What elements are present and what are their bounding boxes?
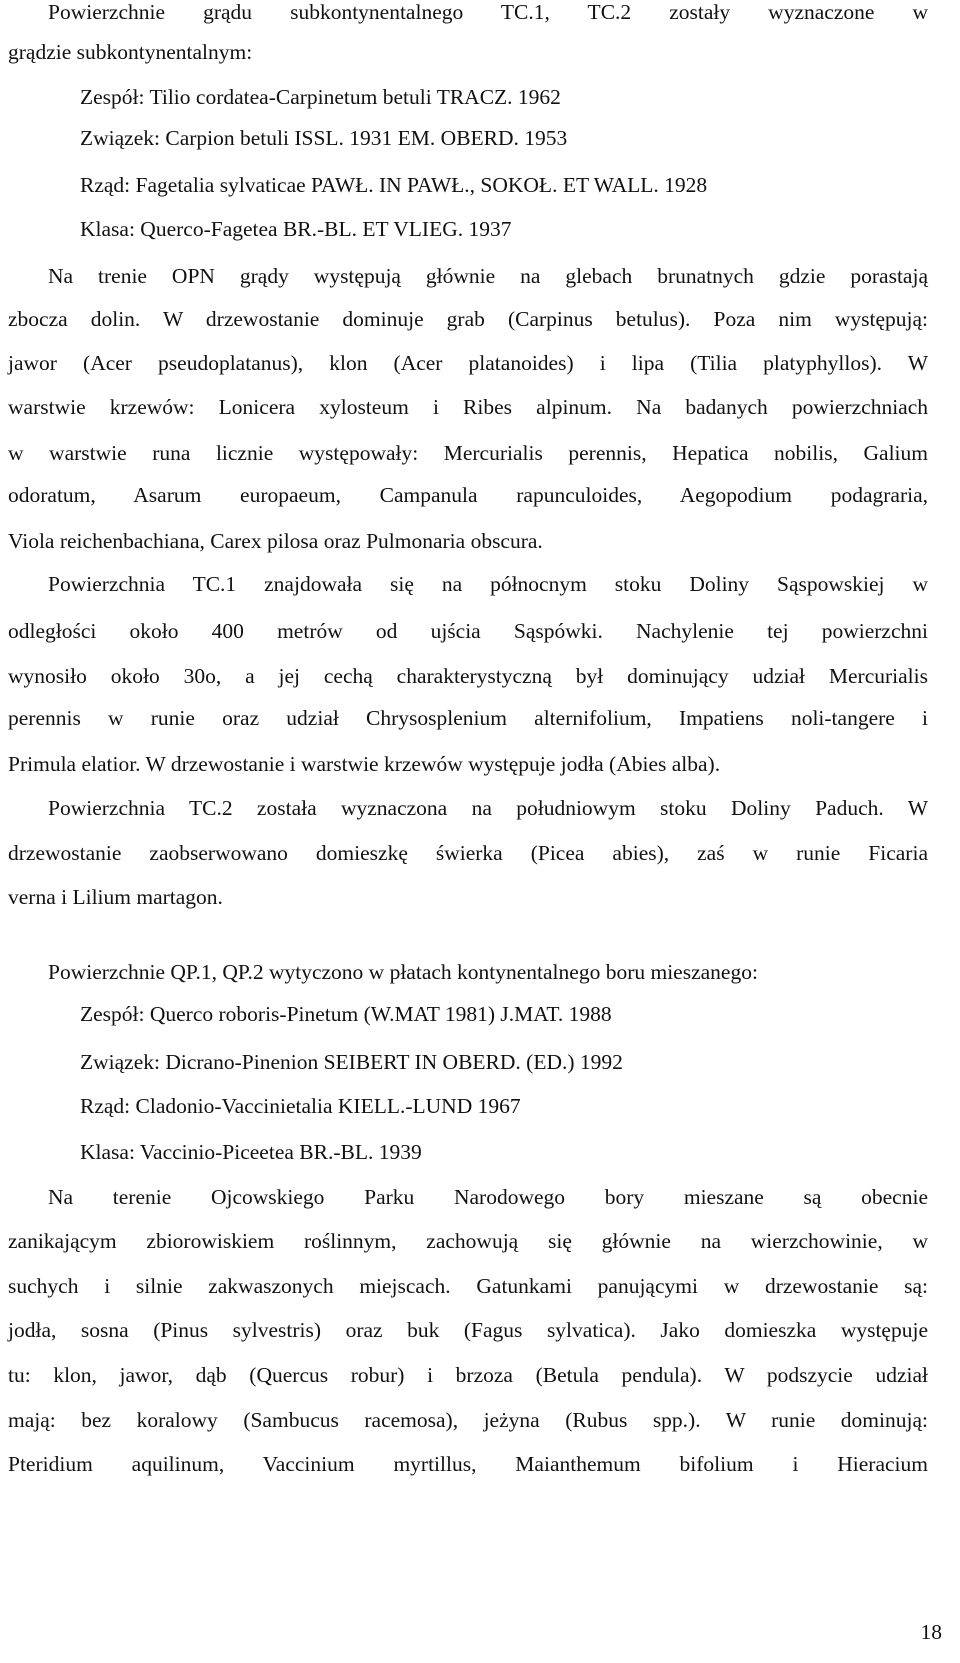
- text-line: Rząd: Cladonio-Vaccinietalia KIELL.-LUND 1967: [80, 1094, 521, 1118]
- text-line: Związek: Carpion betuli ISSL. 1931 EM. OBERD. 1953: [80, 126, 568, 150]
- text-line: Na terenie Ojcowskiego Parku Narodowego bory mieszane są obecnie: [48, 1185, 928, 1209]
- text-line: drzewostanie zaobserwowano domieszkę świerka (Picea abies), zaś w runie Ficaria: [8, 841, 928, 865]
- page-number: 18: [920, 1620, 942, 1644]
- text-line: Zespół: Querco roboris-Pinetum (W.MAT 1981) J.MAT. 1988: [80, 1002, 612, 1026]
- text-line: Związek: Dicrano-Pinenion SEIBERT IN OBERD. (ED.) 1992: [80, 1050, 623, 1074]
- text-line: verna i Lilium martagon.: [8, 885, 223, 909]
- text-line: tu: klon, jawor, dąb (Quercus robur) i brzoza (Betula pendula). W podszycie udział: [8, 1363, 928, 1387]
- text-line: Zespół: Tilio cordatea-Carpinetum betuli TRACZ. 1962: [80, 85, 561, 109]
- text-line: Klasa: Querco-Fagetea BR.-BL. ET VLIEG. 1937: [80, 217, 512, 241]
- text-line: odoratum, Asarum europaeum, Campanula rapunculoides, Aegopodium podagraria,: [8, 483, 928, 507]
- text-line: Powierzchnia TC.1 znajdowała się na północnym stoku Doliny Sąspowskiej w: [48, 572, 928, 596]
- text-line: Primula elatior. W drzewostanie i warstwie krzewów występuje jodła (Abies alba).: [8, 752, 721, 776]
- text-line: wynosiło około 30o, a jej cechą charakterystyczną był dominujący udział Mercurialis: [8, 664, 928, 688]
- text-line: Pteridium aquilinum, Vaccinium myrtillus, Maianthemum bifolium i Hieracium: [8, 1452, 928, 1476]
- text-line: Powierzchnie QP.1, QP.2 wytyczono w płatach kontynentalnego boru mieszanego:: [48, 960, 758, 984]
- text-line: w warstwie runa licznie występowały: Mercurialis perennis, Hepatica nobilis, Galium: [8, 441, 928, 465]
- text-line: Powierzchnia TC.2 została wyznaczona na południowym stoku Doliny Paduch. W: [48, 796, 928, 820]
- text-line: Klasa: Vaccinio-Piceetea BR.-BL. 1939: [80, 1140, 422, 1164]
- text-line: warstwie krzewów: Lonicera xylosteum i Ribes alpinum. Na badanych powierzchniach: [8, 395, 928, 419]
- text-line: suchych i silnie zakwaszonych miejscach. Gatunkami panującymi w drzewostanie są:: [8, 1274, 928, 1298]
- text-line: Na trenie OPN grądy występują głównie na glebach brunatnych gdzie porastają: [48, 264, 928, 288]
- text-line: Powierzchnie grądu subkontynentalnego TC.1, TC.2 zostały wyznaczone w: [48, 0, 928, 24]
- text-line: Rząd: Fagetalia sylvaticae PAWŁ. IN PAWŁ., SOKOŁ. ET WALL. 1928: [80, 173, 708, 197]
- text-line: grądzie subkontynentalnym:: [8, 40, 253, 64]
- text-line: zbocza dolin. W drzewostanie dominuje grab (Carpinus betulus). Poza nim występują:: [8, 307, 928, 331]
- text-line: mają: bez koralowy (Sambucus racemosa), jeżyna (Rubus spp.). W runie dominują:: [8, 1408, 928, 1432]
- text-line: jawor (Acer pseudoplatanus), klon (Acer platanoides) i lipa (Tilia platyphyllos). W: [8, 351, 928, 375]
- text-line: perennis w runie oraz udział Chrysosplenium alternifolium, Impatiens noli-tangere i: [8, 706, 928, 730]
- text-line: zanikającym zbiorowiskiem roślinnym, zachowują się głównie na wierzchowinie, w: [8, 1229, 928, 1253]
- text-line: jodła, sosna (Pinus sylvestris) oraz buk (Fagus sylvatica). Jako domieszka występuje: [8, 1318, 928, 1342]
- text-line: odległości około 400 metrów od ujścia Sąspówki. Nachylenie tej powierzchni: [8, 619, 928, 643]
- text-line: Viola reichenbachiana, Carex pilosa oraz Pulmonaria obscura.: [8, 529, 543, 553]
